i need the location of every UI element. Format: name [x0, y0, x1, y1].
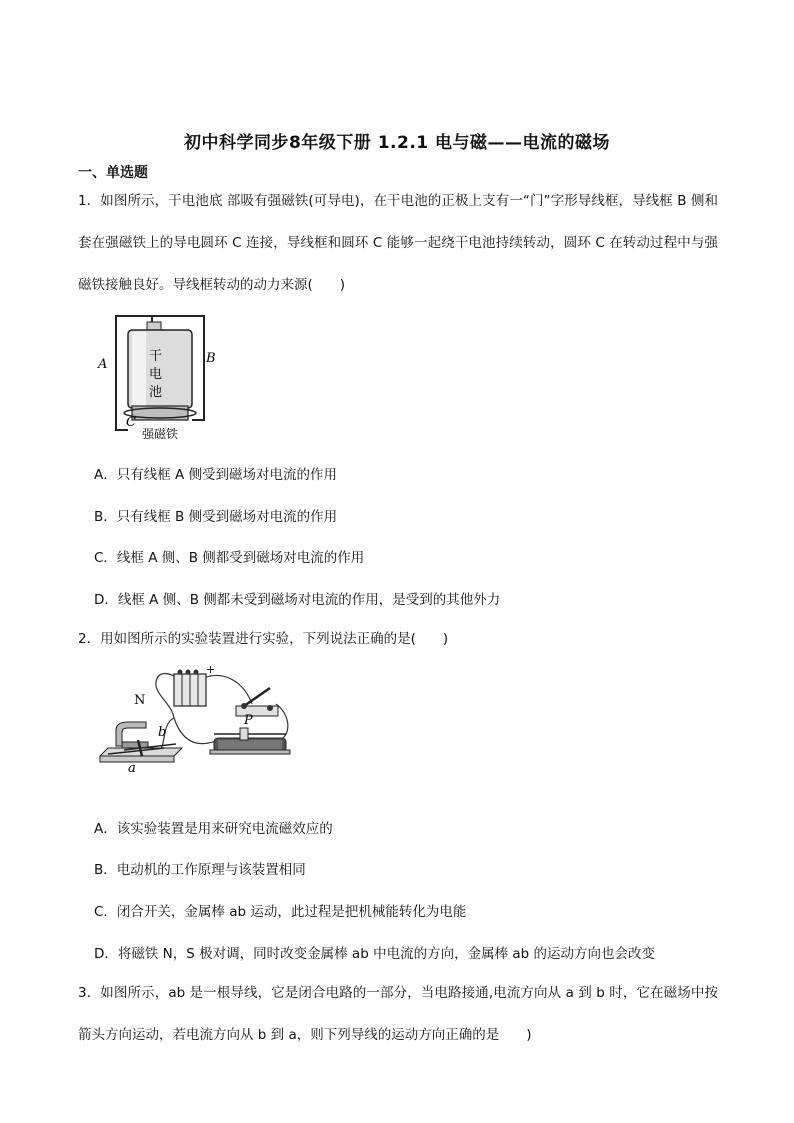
- magnet-label: 强磁铁: [142, 427, 179, 441]
- q1-option-b[interactable]: B．只有线框 B 侧受到磁场对电流的作用: [94, 509, 338, 525]
- question-3-stem: 3．如图所示，ab 是一根导线，它是闭合电路的一部分，当电路接通,电流方向从 a 到 b 时，它在磁场中按箭头方向运动，若电流方向从 b 到 a，则下列导线的运动方向正确的是 ): [78, 985, 718, 1043]
- q2-option-b[interactable]: B．电动机的工作原理与该装置相同: [94, 862, 306, 878]
- plus-sign: +: [206, 664, 216, 676]
- battery-char-3: 池: [149, 385, 163, 400]
- q2-option-a[interactable]: A．该实验装置是用来研究电流磁效应的: [94, 821, 333, 837]
- section-heading: 一、单选题: [78, 165, 148, 181]
- page-title: 初中科学同步8年级下册 1.2.1 电与磁——电流的磁场: [183, 133, 611, 153]
- q1-option-d[interactable]: D．线框 A 侧、B 侧都未受到磁场对电流的作用，是受到的其他外力: [94, 592, 501, 608]
- q1-option-a[interactable]: A．只有线框 A 侧受到磁场对电流的作用: [94, 467, 338, 483]
- battery-char-1: 干: [149, 349, 163, 364]
- label-n: N: [134, 693, 146, 708]
- experiment-apparatus-figure: [94, 664, 320, 784]
- question-2-stem: 2．用如图所示的实验装置进行实验，下列说法正确的是( ): [78, 631, 449, 647]
- q1-option-c[interactable]: C．线框 A 侧、B 侧都受到磁场对电流的作用: [94, 550, 365, 566]
- label-c: C: [126, 415, 136, 430]
- battery-frame-figure: [92, 310, 222, 442]
- label-b: B: [206, 351, 216, 366]
- label-p: P: [244, 713, 253, 728]
- question-1-stem: 1．如图所示，干电池底 部吸有强磁铁(可导电)，在干电池的正极上支有一“门”字形导线框，导线框 B 侧和套在强磁铁上的导电圆环 C 连接，导线框和圆环 C 能够一起绕干电池持续转动，圆环 C 在转动过程中与强磁铁接触良好。导线框转动的动力来源( ): [78, 193, 718, 293]
- label-a: A: [98, 357, 108, 372]
- q2-option-d[interactable]: D．将磁铁 N，S 极对调，同时改变金属棒 ab 中电流的方向，金属棒 ab 的运动方向也会改变: [94, 946, 655, 962]
- label-a: a: [128, 761, 136, 776]
- label-b: b: [158, 725, 167, 740]
- q2-option-c[interactable]: C．闭合开关，金属棒 ab 运动，此过程是把机械能转化为电能: [94, 904, 467, 920]
- battery-char-2: 电: [149, 367, 163, 382]
